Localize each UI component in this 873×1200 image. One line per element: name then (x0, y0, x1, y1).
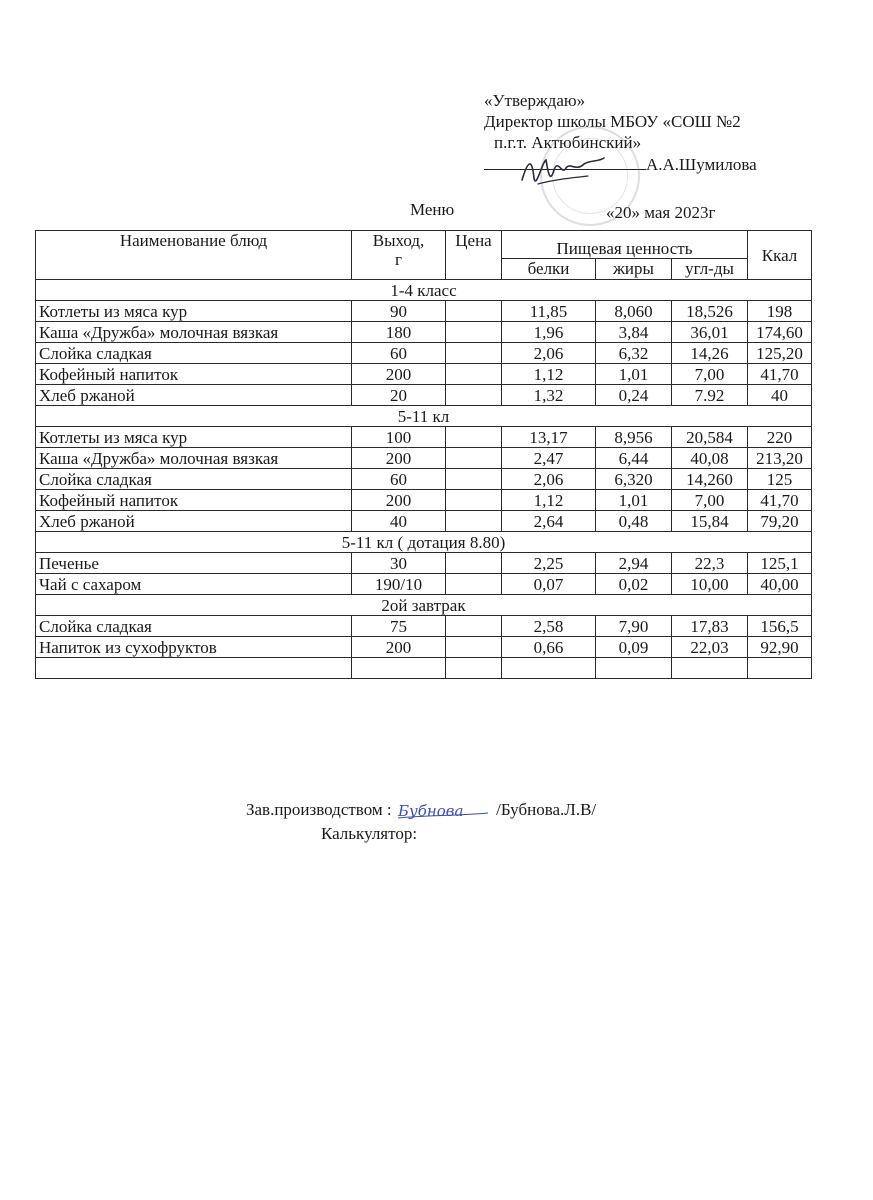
cell-carbs: 36,01 (672, 322, 748, 343)
cell-output: 90 (352, 301, 446, 322)
header-price: Цена (446, 231, 502, 280)
cell-fat: 0,02 (596, 574, 672, 595)
cell-fat: 8,956 (596, 427, 672, 448)
cell-protein: 2,06 (502, 469, 596, 490)
cell-carbs (672, 658, 748, 679)
cell-output: 200 (352, 364, 446, 385)
section-row (36, 595, 812, 616)
cell-kcal: 40,00 (748, 574, 812, 595)
cell-kcal: 92,90 (748, 637, 812, 658)
cell-kcal: 125,20 (748, 343, 812, 364)
cell-dish-name: Кофейный напиток (36, 364, 352, 385)
cell-dish-name: Чай с сахаром (36, 574, 352, 595)
cell-fat: 6,320 (596, 469, 672, 490)
header-carbs: угл-ды (672, 259, 748, 280)
cell-carbs: 15,84 (672, 511, 748, 532)
cell-protein: 0,66 (502, 637, 596, 658)
cell-output: 100 (352, 427, 446, 448)
calculator-label: Калькулятор: (321, 824, 418, 843)
section-title: 1-4 класс (36, 280, 812, 301)
footer-block (246, 798, 596, 846)
cell-dish-name (36, 658, 352, 679)
cell-protein: 13,17 (502, 427, 596, 448)
cell-dish-name: Котлеты из мяса кур (36, 427, 352, 448)
cell-carbs: 14,260 (672, 469, 748, 490)
cell-output: 200 (352, 637, 446, 658)
cell-carbs: 10,00 (672, 574, 748, 595)
header-output (352, 231, 446, 280)
cell-carbs: 18,526 (672, 301, 748, 322)
cell-output (352, 658, 446, 679)
cell-kcal: 125,1 (748, 553, 812, 574)
cell-output: 200 (352, 490, 446, 511)
table-row (36, 574, 812, 595)
cell-fat: 0,48 (596, 511, 672, 532)
table-row (36, 301, 812, 322)
cell-kcal: 213,20 (748, 448, 812, 469)
cell-fat: 7,90 (596, 616, 672, 637)
production-name: /Бубнова.Л.В/ (496, 800, 597, 819)
cell-dish-name: Напиток из сухофруктов (36, 637, 352, 658)
cell-price (446, 427, 502, 448)
cell-fat: 8,060 (596, 301, 672, 322)
table-row (36, 427, 812, 448)
cell-carbs: 14,26 (672, 343, 748, 364)
cell-fat: 3,84 (596, 322, 672, 343)
approval-signer: А.А.Шумилова (646, 155, 757, 174)
production-label: Зав.производством : (246, 800, 392, 819)
section-title: 2ой завтрак (36, 595, 812, 616)
cell-carbs: 20,584 (672, 427, 748, 448)
cell-protein: 2,58 (502, 616, 596, 637)
cell-dish-name: Котлеты из мяса кур (36, 301, 352, 322)
section-row (36, 406, 812, 427)
table-row (36, 364, 812, 385)
cell-price (446, 553, 502, 574)
cell-price (446, 343, 502, 364)
cell-dish-name: Слойка сладкая (36, 469, 352, 490)
approval-heading: «Утверждаю» (484, 91, 586, 110)
header-dish-name: Наименование блюд (36, 231, 352, 280)
table-row (36, 658, 812, 679)
cell-protein: 1,12 (502, 364, 596, 385)
cell-output: 40 (352, 511, 446, 532)
cell-fat (596, 658, 672, 679)
table-row (36, 343, 812, 364)
cell-dish-name: Печенье (36, 553, 352, 574)
cell-price (446, 448, 502, 469)
cell-protein: 11,85 (502, 301, 596, 322)
cell-fat: 6,44 (596, 448, 672, 469)
approval-position: Директор школы МБОУ «СОШ №2 (484, 112, 741, 131)
section-row (36, 280, 812, 301)
cell-protein: 0,07 (502, 574, 596, 595)
cell-price (446, 322, 502, 343)
cell-output: 200 (352, 448, 446, 469)
header-output-unit: г (395, 250, 402, 269)
table-row (36, 616, 812, 637)
cell-protein: 2,64 (502, 511, 596, 532)
cell-price (446, 385, 502, 406)
cell-output: 20 (352, 385, 446, 406)
cell-output: 60 (352, 469, 446, 490)
cell-fat: 6,32 (596, 343, 672, 364)
table-row (36, 385, 812, 406)
cell-carbs: 40,08 (672, 448, 748, 469)
cell-carbs: 7.92 (672, 385, 748, 406)
cell-fat: 0,24 (596, 385, 672, 406)
cell-output: 75 (352, 616, 446, 637)
cell-protein: 1,32 (502, 385, 596, 406)
cell-output: 60 (352, 343, 446, 364)
cell-kcal: 40 (748, 385, 812, 406)
section-row (36, 532, 812, 553)
director-signature-icon (518, 150, 608, 192)
cell-kcal: 79,20 (748, 511, 812, 532)
header-output-label: Выход, (372, 231, 425, 250)
cell-price (446, 574, 502, 595)
cell-dish-name: Слойка сладкая (36, 616, 352, 637)
menu-table (35, 230, 812, 679)
cell-kcal: 41,70 (748, 490, 812, 511)
table-row (36, 490, 812, 511)
cell-output: 180 (352, 322, 446, 343)
cell-price (446, 637, 502, 658)
cell-dish-name: Хлеб ржаной (36, 385, 352, 406)
cell-price (446, 301, 502, 322)
cell-carbs: 7,00 (672, 490, 748, 511)
cell-price (446, 469, 502, 490)
table-row (36, 448, 812, 469)
cell-fat: 2,94 (596, 553, 672, 574)
cell-carbs: 22,3 (672, 553, 748, 574)
cell-price (446, 490, 502, 511)
approval-location: п.г.т. Актюбинский» (494, 133, 642, 152)
table-row (36, 322, 812, 343)
cell-protein: 2,47 (502, 448, 596, 469)
menu-date: «20» мая 2023г (606, 203, 716, 222)
cell-dish-name: Каша «Дружба» молочная вязкая (36, 322, 352, 343)
cell-output: 30 (352, 553, 446, 574)
cell-protein: 2,25 (502, 553, 596, 574)
cell-dish-name: Каша «Дружба» молочная вязкая (36, 448, 352, 469)
cell-price (446, 364, 502, 385)
cell-protein: 1,96 (502, 322, 596, 343)
production-signature-icon (396, 801, 492, 821)
production-signature-text: Бубнова (397, 802, 464, 821)
table-row (36, 469, 812, 490)
cell-dish-name: Кофейный напиток (36, 490, 352, 511)
header-kcal: Ккал (748, 231, 812, 280)
table-row (36, 637, 812, 658)
cell-protein: 1,12 (502, 490, 596, 511)
cell-kcal: 41,70 (748, 364, 812, 385)
header-protein: белки (502, 259, 596, 280)
cell-carbs: 22,03 (672, 637, 748, 658)
cell-kcal (748, 658, 812, 679)
cell-kcal: 174,60 (748, 322, 812, 343)
cell-kcal: 220 (748, 427, 812, 448)
cell-protein: 2,06 (502, 343, 596, 364)
header-nutrition: Пищевая ценность (502, 231, 748, 259)
cell-kcal: 198 (748, 301, 812, 322)
cell-price (446, 658, 502, 679)
cell-dish-name: Слойка сладкая (36, 343, 352, 364)
cell-price (446, 511, 502, 532)
cell-fat: 1,01 (596, 364, 672, 385)
cell-fat: 1,01 (596, 490, 672, 511)
cell-output: 190/10 (352, 574, 446, 595)
table-row (36, 553, 812, 574)
cell-kcal: 156,5 (748, 616, 812, 637)
cell-carbs: 7,00 (672, 364, 748, 385)
cell-carbs: 17,83 (672, 616, 748, 637)
production-row (246, 798, 596, 822)
cell-protein (502, 658, 596, 679)
menu-table-body (36, 280, 812, 679)
table-row (36, 511, 812, 532)
cell-price (446, 616, 502, 637)
section-title: 5-11 кл ( дотация 8.80) (36, 532, 812, 553)
cell-dish-name: Хлеб ржаной (36, 511, 352, 532)
section-title: 5-11 кл (36, 406, 812, 427)
menu-title: Меню (410, 200, 455, 219)
cell-fat: 0,09 (596, 637, 672, 658)
header-fat: жиры (596, 259, 672, 280)
cell-kcal: 125 (748, 469, 812, 490)
